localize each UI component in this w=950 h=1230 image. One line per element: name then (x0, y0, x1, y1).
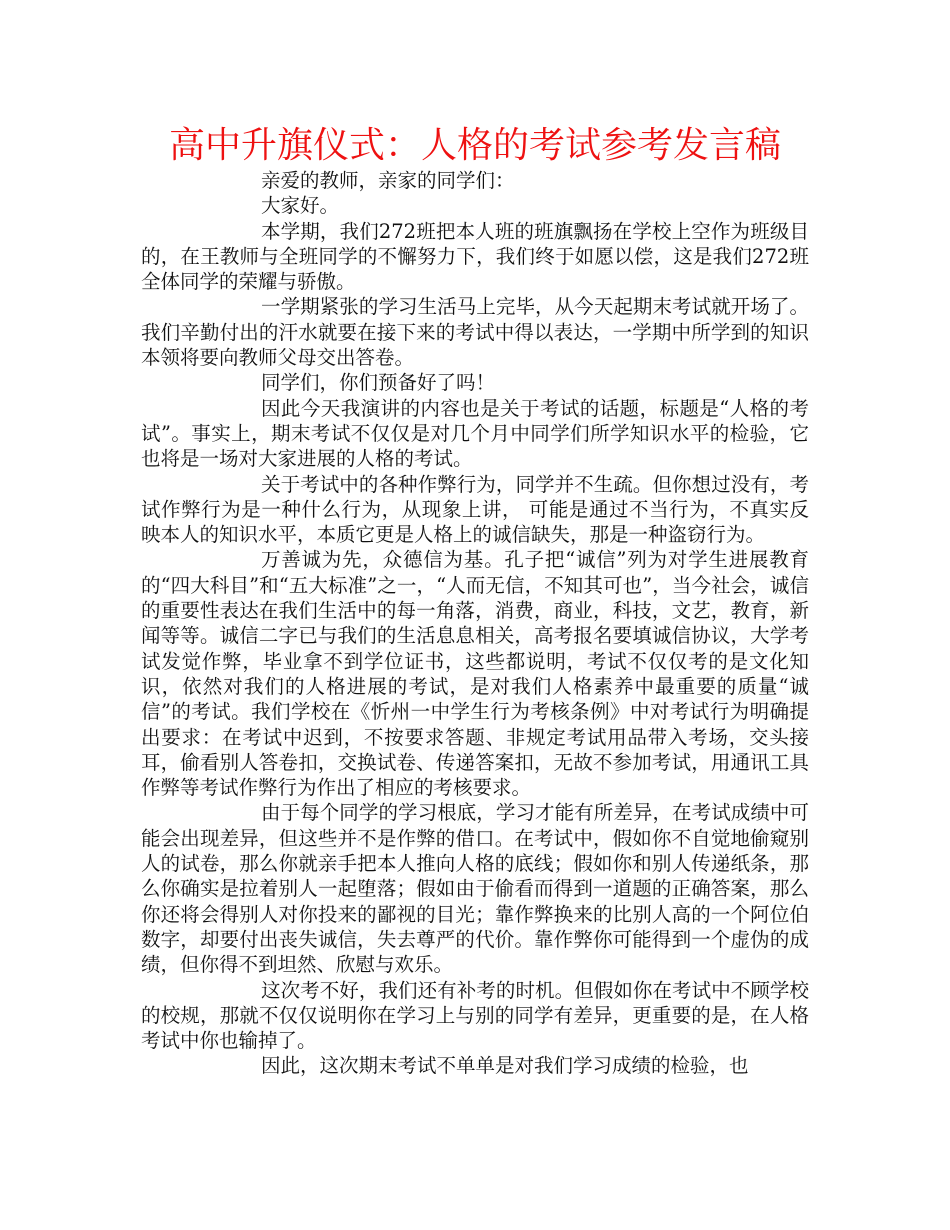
document-body (141, 168, 809, 1079)
document-title: 高中升旗仪式：人格的考试参考发言稿 (168, 125, 781, 166)
paragraph: 同学们，你们预备好了吗！ (261, 371, 496, 395)
paragraph: 这次考不好，我们还有补考的时机。但假如你在考试中不顾学校的校规，那就不仅仅说明你在学习上与别的同学有差异，更重要的是，在人格考试中你也输掉了。 (141, 978, 809, 1053)
paragraph: 因此今天我演讲的内容也是关于考试的话题，标题是“人格的考试”。事实上，期末考试不仅仅是对几个月中同学们所学知识水平的检验，它也将是一场对大家进展的人格的考试。 (141, 396, 809, 471)
paragraph: 一学期紧张的学习生活马上完毕，从今天起期末考试就开场了。我们辛勤付出的汗水就要在接下来的考试中得以表达，一学期中所学到的知识本领将要向教师父母交出答卷。 (141, 295, 809, 370)
paragraph: 本学期，我们272班把本人班的班旗飘扬在学校上空作为班级目的，在王教师与全班同学的不懈努力下，我们终于如愿以偿，这是我们272班全体同学的荣耀与骄傲。 (141, 219, 809, 294)
paragraph: 因此，这次期末考试不单单是对我们学习成绩的检验，也 (261, 1054, 749, 1078)
paragraph-greeting: 大家好。 (261, 194, 340, 218)
paragraph: 万善诚为先，众德信为基。孔子把“诚信”列为对学生进展教育的“四大科目”和“五大标准”之一，“人而无信，不知其可也”，当今社会，诚信的重要性表达在我们生活中的每一角落，消费，商业，科技，文艺，教育，新闻等等。诚信二字已与我们的生活息息相关，高考报名要填诚信协议，大学考试发觉作弊，毕业拿不到学位证书，这些都说明，考试不仅仅考的是文化知识，依然对我们的人格进展的考试，是对我们人格素养中最重要的质量“诚信”的考试。我们学校在《忻州一中学生行为考核条例》中对考试行为明确提出要求：在考试中迟到，不按要求答题、非规定考试用品带入考场，交头接耳，偷看别人答卷扣，交换试卷、传递答案扣，无故不参加考试，用通讯工具作弊等考试作弊行为作出了相应的考核要求。 (141, 548, 809, 800)
paragraph-salutation: 亲爱的教师，亲家的同学们： (261, 169, 515, 192)
paragraph: 关于考试中的各种作弊行为，同学并不生疏。但你想过没有，考试作弊行为是一种什么行为，从现象上讲， 可能是通过不当行为，不真实反映本人的知识水平，本质它更是人格上的诚信缺失，那是一种盗窃行为。 (141, 472, 809, 547)
paragraph: 由于每个同学的学习根底，学习才能有所差异，在考试成绩中可能会出现差异，但这些并不是作弊的借口。在考试中，假如你不自觉地偷窥别人的试卷，那么你就亲手把本人推向人格的底线；假如你和别人传递纸条，那么你确实是拉着别人一起堕落；假如由于偷看而得到一道题的正确答案，那么你还将会得别人对你投来的鄙视的目光；靠作弊换来的比别人高的一个阿位伯数字，却要付出丧失诚信，失去尊严的代价。靠作弊你可能得到一个虚伪的成绩，但你得不到坦然、欣慰与欢乐。 (141, 801, 809, 977)
